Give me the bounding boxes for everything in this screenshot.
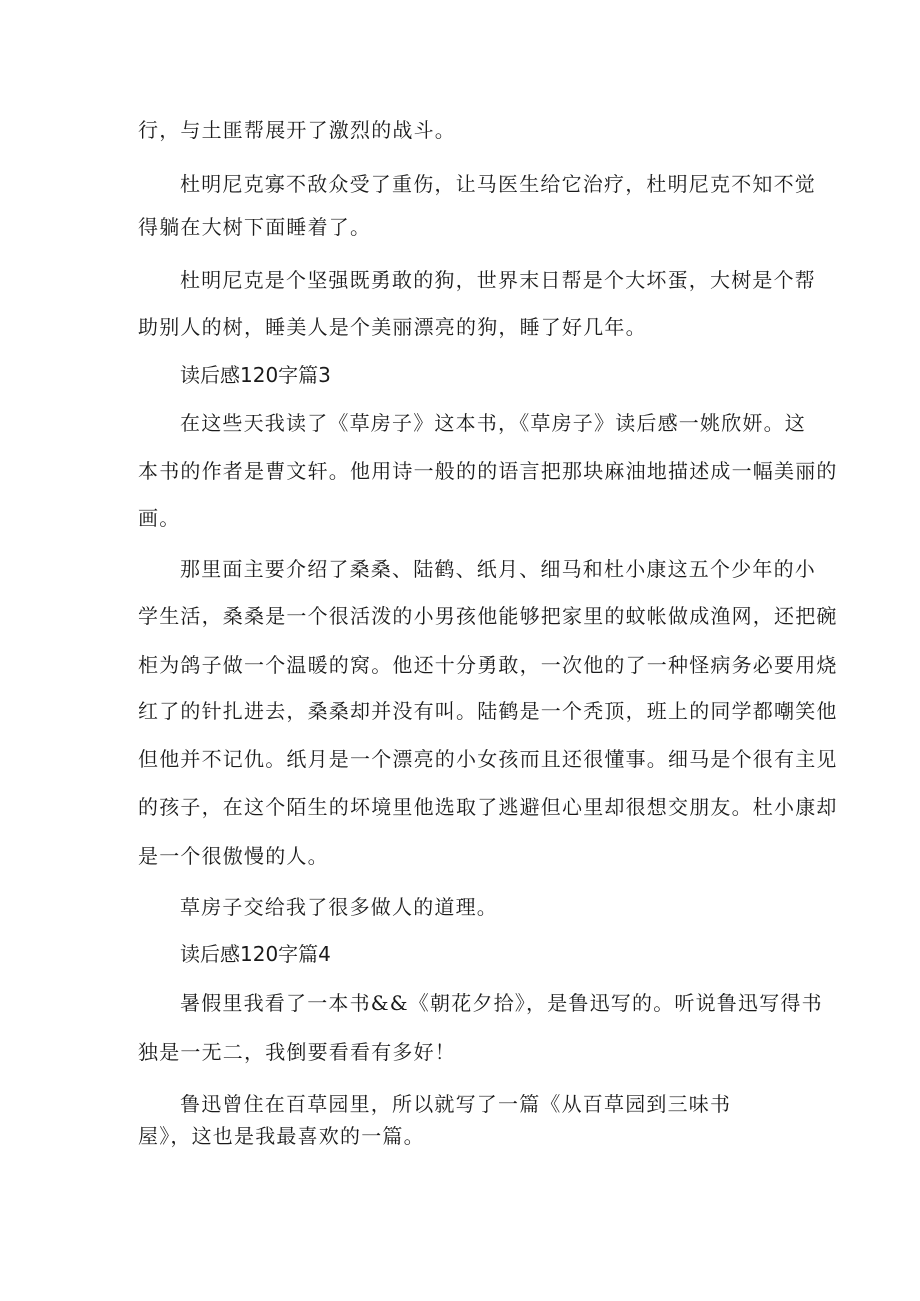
paragraph-line: 得躺在大树下面睡着了。 — [138, 215, 372, 239]
paragraph-line: 杜明尼克是个坚强既勇敢的狗，世界末日帮是个大坏蛋，大树是个帮 — [180, 268, 816, 292]
paragraph-line: 屋》，这也是我最喜欢的一篇。 — [138, 1124, 425, 1148]
paragraph-line: 是一个很傲慢的人。 — [138, 844, 329, 868]
paragraph-line: 柜为鸽子做一个温暖的窝。他还十分勇敢，一次他的了一种怪病务必要用烧 — [138, 653, 838, 677]
section-heading: 读后感120字篇4 — [180, 942, 331, 966]
paragraph-line: 杜明尼克寡不敌众受了重伤，让马医生给它治疗，杜明尼克不知不觉 — [180, 172, 816, 196]
paragraph-line: 草房子交给我了很多做人的道理。 — [180, 895, 498, 919]
paragraph-line: 那里面主要介绍了桑桑、陆鹤、纸月、细马和杜小康这五个少年的小 — [180, 557, 816, 581]
paragraph-line: 但他并不记仇。纸月是一个漂亮的小女孩而且还很懂事。细马是个很有主见 — [138, 747, 838, 771]
paragraph-line: 助别人的树，睡美人是个美丽漂亮的狗，睡了好几年。 — [138, 315, 647, 339]
section-heading: 读后感120字篇3 — [180, 363, 331, 387]
paragraph-line: 本书的作者是曹文轩。他用诗一般的的语言把那块麻油地描述成一幅美丽的 — [138, 459, 838, 483]
paragraph-line: 行，与土匪帮展开了激烈的战斗。 — [138, 118, 456, 142]
paragraph-line: 学生活，桑桑是一个很活泼的小男孩他能够把家里的蚊帐做成渔网，还把碗 — [138, 604, 838, 628]
paragraph-line: 暑假里我看了一本书&&《朝花夕拾》，是鲁迅写的。听说鲁迅写得书 — [180, 991, 823, 1015]
paragraph-line: 鲁迅曾住在百草园里，所以就写了一篇《从百草园到三味书 — [180, 1092, 732, 1116]
paragraph-line: 画。 — [138, 506, 181, 530]
paragraph-line: 独是一无二，我倒要看看有多好！ — [138, 1040, 456, 1064]
paragraph-line: 红了的针扎进去，桑桑却并没有叫。陆鹤是一个秃顶，班上的同学都嘲笑他 — [138, 699, 838, 723]
paragraph-line: 的孩子，在这个陌生的坏境里他选取了逃避但心里却很想交朋友。杜小康却 — [138, 795, 838, 819]
paragraph-line: 在这些天我读了《草房子》这本书，《草房子》读后感一姚欣妍。这 — [180, 411, 806, 435]
